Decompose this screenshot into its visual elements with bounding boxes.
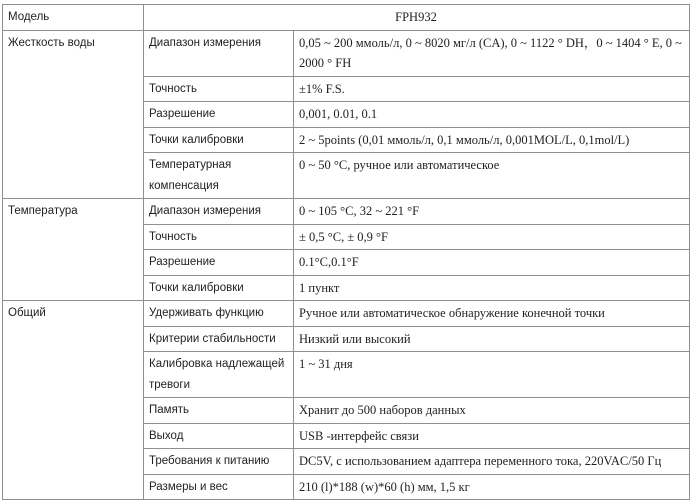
param-value: 1 пункт [294,275,690,301]
group-label-water-hardness: Жесткость воды [3,30,144,199]
model-label: Модель [3,5,144,31]
param-name: Температурная компенсация [144,153,294,199]
table-row [3,30,690,76]
spec-table-container [2,4,690,500]
table-row [3,199,690,225]
group-label-general: Общий [3,301,144,500]
param-value: DC5V, с использованием адаптера переменного тока, 220VAC/50 Гц [294,449,690,475]
param-name: Критерии стабильности [144,326,294,352]
param-value: 2 ~ 5points (0,01 ммоль/л, 0,1 ммоль/л, 0,001MOL/L, 0,1mol/L) [294,127,690,153]
param-name: Требования к питанию [144,449,294,475]
param-value: USB -интерфейс связи [294,423,690,449]
param-name: Удерживать функцию [144,301,294,327]
param-value: ±1% F.S. [294,76,690,102]
table-row [3,301,690,327]
param-name: Точность [144,224,294,250]
param-value: 1 ~ 31 дня [294,352,690,398]
param-value: Ручное или автоматическое обнаружение конечной точки [294,301,690,327]
group-label-temperature: Температура [3,199,144,301]
model-value: FPH932 [144,5,690,31]
param-name: Разрешение [144,250,294,276]
param-name: Разрешение [144,102,294,128]
param-name: Калибровка надлежащей тревоги [144,352,294,398]
param-name: Точки калибровки [144,127,294,153]
param-name: Диапазон измерения [144,199,294,225]
param-value: 0 ~ 50 °C, ручное или автоматическое [294,153,690,199]
param-name: Точность [144,76,294,102]
param-name: Точки калибровки [144,275,294,301]
param-name: Диапазон измерения [144,30,294,76]
param-value: 0,001, 0.01, 0.1 [294,102,690,128]
specifications-table [2,4,690,500]
param-value: Хранит до 500 наборов данных [294,398,690,424]
param-value: 210 (l)*188 (w)*60 (h) мм, 1,5 кг [294,474,690,500]
param-value: Низкий или высокий [294,326,690,352]
param-name: Выход [144,423,294,449]
param-name: Размеры и вес [144,474,294,500]
param-value: 0.1°C,0.1°F [294,250,690,276]
param-value: 0 ~ 105 °C, 32 ~ 221 °F [294,199,690,225]
model-row [3,5,690,31]
param-name: Память [144,398,294,424]
param-value: ± 0,5 °C, ± 0,9 °F [294,224,690,250]
param-value: 0,05 ~ 200 ммоль/л, 0 ~ 8020 мг/л (CA), 0 ~ 1122 ° DH，0 ~ 1404 ° E, 0 ~ 2000 ° FH [294,30,690,76]
